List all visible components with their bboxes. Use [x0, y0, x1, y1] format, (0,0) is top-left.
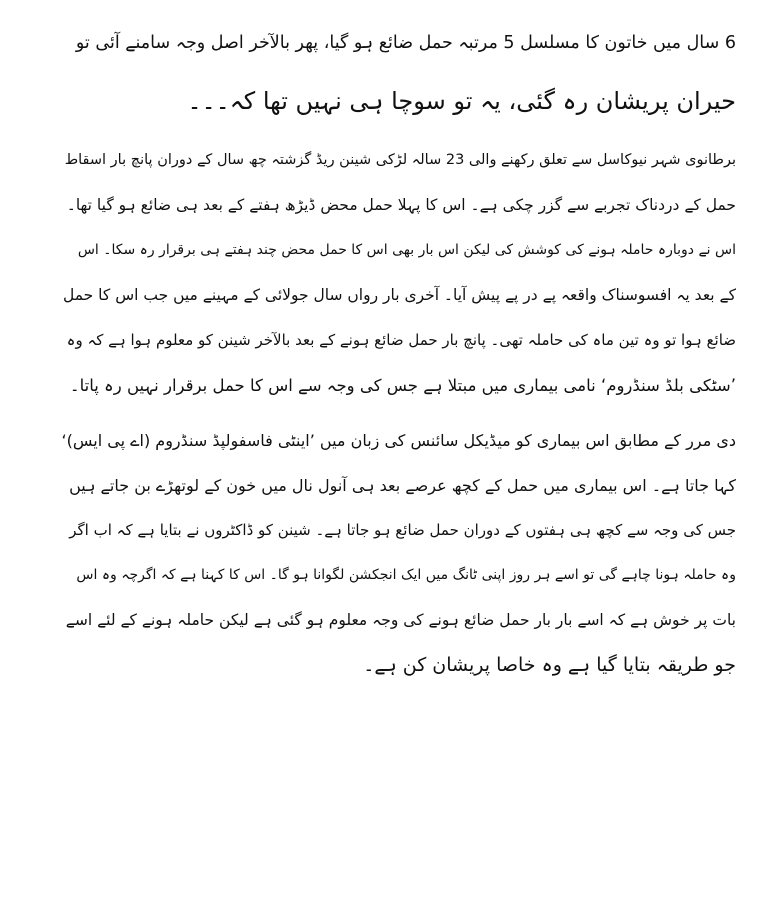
paragraph-line: دی مرر کے مطابق اس بیماری کو میڈیکل سائنس کی زبان میں ’اینٹی فاسفولپڈ سنڈروم (اے پی ایس)‘: [61, 431, 736, 450]
paragraph-line: برطانوی شہر نیوکاسل سے تعلق رکھنے والی 23 سالہ لڑکی شینن ریڈ گزشتہ چھ سال کے دوران پانچ بار اسقاط: [64, 152, 736, 168]
paragraph-line: ’سٹکی بلڈ سنڈروم‘ نامی بیماری میں مبتلا ہے جس کی وجہ سے اس کا حمل برقرار نہیں رہ پاتا۔: [69, 376, 736, 395]
paragraph-line: ضائع ہوا تو وہ تین ماہ کی حاملہ تھی۔ پانچ بار حمل ضائع ہونے کے بعد بالآخر شینن کو معلوم ہوا ہے کہ وہ: [66, 331, 736, 349]
paragraph-line: بات پر خوش ہے کہ اسے بار بار حمل ضائع ہونے کی وجہ معلوم ہو گئی ہے لیکن حاملہ ہونے کے لئے اسے: [65, 611, 736, 629]
paragraph-line: کے بعد یہ افسوسناک واقعہ پے در پے پیش آیا۔ آخری بار رواں سال جولائی کے مہینے میں جب اس کا حمل: [62, 286, 736, 304]
paragraph-line: جو طریقہ بتایا گیا ہے وہ خاصا پریشان کن ہے۔: [363, 654, 736, 676]
paragraph-line: جس کی وجہ سے کچھ ہی ہفتوں کے دوران حمل ضائع ہو جاتا ہے۔ شینن کو ڈاکٹروں نے بتایا ہے کہ اب اگر: [69, 521, 736, 539]
paragraph-line: وہ حاملہ ہونا چاہے گی تو اسے ہر روز اپنی ٹانگ میں ایک انجکشن لگوانا ہو گا۔ اس کا کہنا ہے کہ اگرچہ وہ اس: [76, 567, 736, 583]
paragraph-line: اس نے دوبارہ حاملہ ہونے کی کوشش کی لیکن اس بار بھی اس کا حمل محض چند ہفتے ہی برقرار رہ سکا۔ اس: [77, 242, 736, 258]
headline-line: حیران پریشان رہ گئی، یہ تو سوچا ہی نہیں تھا کہ۔۔۔: [187, 87, 736, 115]
paragraph-1: [60, 138, 736, 408]
headline: [60, 14, 736, 130]
paragraph-line: کہا جاتا ہے۔ اس بیماری میں حمل کے کچھ عرصے بعد ہی آنول نال میں خون کے لوتھڑے بن جاتے ہیں: [69, 476, 736, 495]
headline-line: 6 سال میں خاتون کا مسلسل 5 مرتبہ حمل ضائع ہو گیا، پھر بالآخر اصل وجہ سامنے آئی تو: [75, 33, 736, 53]
paragraph-line: حمل کے دردناک تجربے سے گزر چکی ہے۔ اس کا پہلا حمل محض ڈیڑھ ہفتے کے بعد ہی ضائع ہو گیا تھا۔: [66, 196, 736, 214]
article: [60, 14, 736, 688]
paragraph-2: [60, 418, 736, 688]
